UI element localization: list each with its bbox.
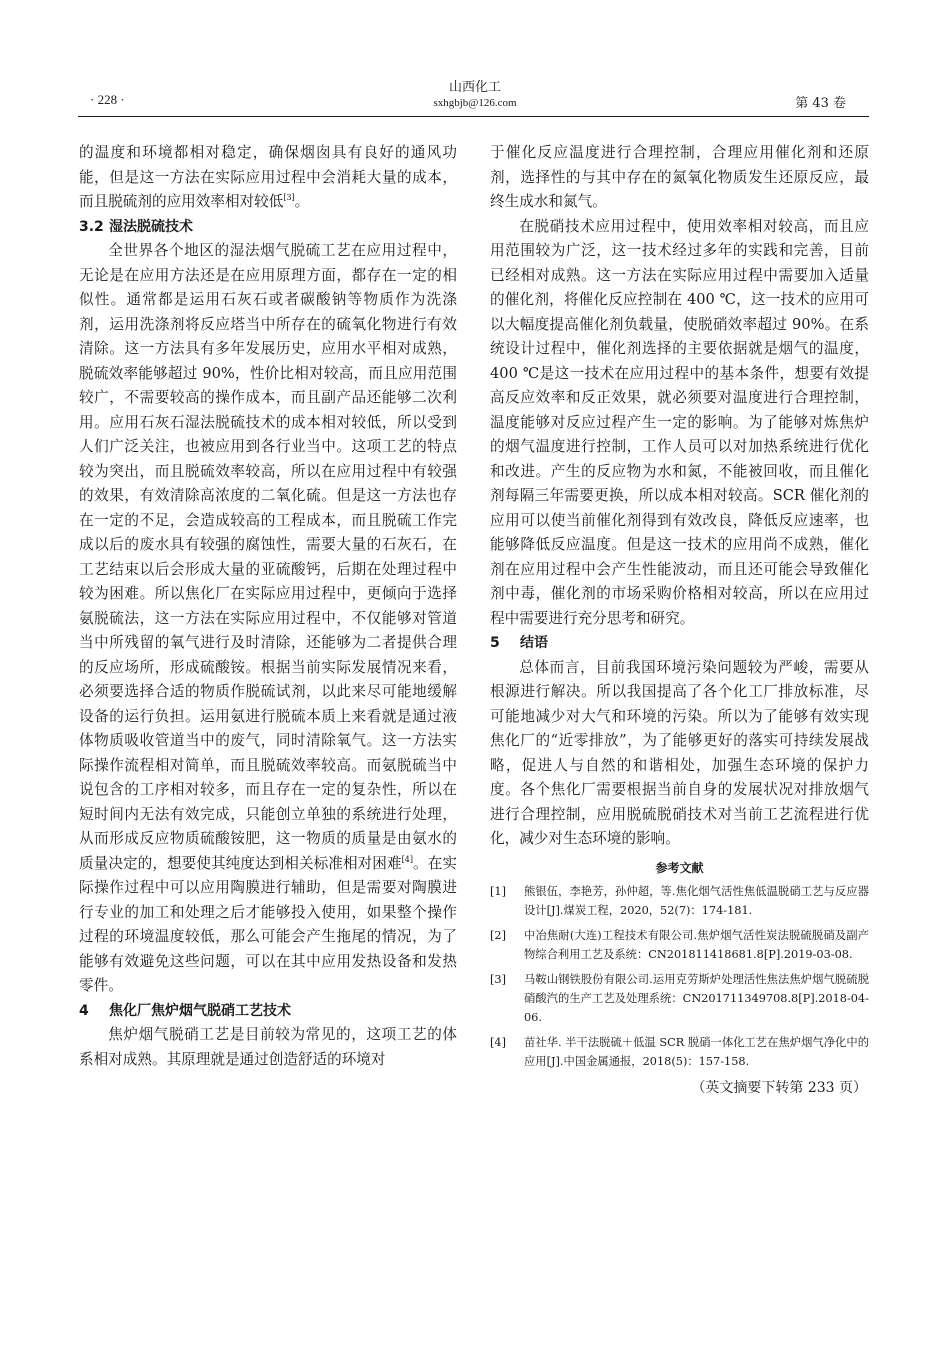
citation: [4]	[401, 854, 413, 864]
header-rule	[78, 116, 869, 117]
references-list	[490, 882, 869, 1071]
left-column	[79, 141, 457, 1072]
section-heading-4: 4 焦化厂焦炉烟气脱硝工艺技术	[79, 1002, 291, 1019]
journal-name: 山西化工	[448, 80, 501, 95]
page-number: · 228 ·	[90, 92, 125, 107]
journal-email: sxhgbjb@126.com	[433, 97, 517, 109]
section-heading-3-2: 3.2 湿法脱硫技术	[79, 218, 193, 235]
paragraph: 全世界各个地区的湿法烟气脱硫工艺在应用过程中，无论是在应用方法还是在应用原理方面，都存在一定的相似性。通常都是运用石灰石或者碳酸钠等物质作为洗涤剂，运用洗涤剂将反应塔当中所存在的硫氧化物进行有效清除。这一方法具有多年发展历史，应用水平相对成熟，脱硫效率能够超过 90%，性价比相对较高，而且应用范围较广，不需要较高的操作成本，而且副产品还能够二次利用。应用石灰石湿法脱硫技术的成本相对较低，所以受到人们广泛关注，也被应用到各行业当中。这项工艺的特点较为突出，而且脱硫效率较高，所以在应用过程中有较强的效果，有效清除高浓度的二氧化硫。但是这一方法也存在一定的不足，会造成较高的工程成本，而且脱硫工作完成以后的废水具有较强的腐蚀性，需要大量的石灰石，在工艺结束以后会形成大量的亚硫酸钙，后期在处理过程中较为困难。所以焦化厂在实际应用过程中，更倾向于选择氨脱硫法，这一方法在实际应用过程中，不仅能够对管道当中所残留的氧气进行及时清除，还能够为二者提供合理的反应场所，形成硫酸铵。根据当前实际发展情况来看，必须要选择合适的物质作脱硫试剂，以此来尽可能地缓解设备的运行负担。运用氨进行脱硫本质上来看就是通过液体物质吸收管道当中的废气，同时清除氧气。这一方法实际操作流程相对简单，而且脱硫效率较高。而氨脱硫当中说包含的工序相对较多，而且存在一定的复杂性，所以在短时间内无法有效完成，只能创立单独的系统进行处理，从而形成反应物质硫酸铵肥，这一物质的质量是由氨水的质量决定的，想要使其纯度达到相关标准相对困难[4]。在实际操作过程中可以应用陶膜进行辅助，但是需要对陶膜进行专业的加工和处理之后才能够投入使用，如果整个操作过程的环境温度较低，那么可能会产生拖尾的情况，为了能够有效避免这些问题，可以在其中应用发热设备和发热零件。	[79, 242, 457, 994]
reference-item: [2] 中冶焦耐(大连)工程技术有限公司.焦炉烟气活性炭法脱硫脱硝及副产物综合利用工艺及系统：CN201811418681.8[P].2019-03-08.	[490, 928, 869, 961]
paragraph: 焦炉烟气脱硝工艺是目前较为常见的，这项工艺的体系相对成熟。其原理就是通过创造舒适的环境对	[79, 1026, 457, 1068]
citation: [3]	[283, 193, 295, 202]
section-heading-5: 5 结语	[490, 635, 548, 651]
volume-label: 第 43 卷	[795, 96, 846, 111]
paragraph: 总体而言，目前我国环境污染问题较为严峻，需要从根源进行解决。所以我国提高了各个化工厂排放标准，尽可能地减少对大气和环境的污染。所以为了能够有效实现焦化厂的“近零排放”，为了能够更好的落实可持续发展战略，促进人与自然的和谐相处，加强生态环境的保护力度。各个焦化厂需要根据当前自身的发展状况对排放烟气进行合理控制，应用脱硫脱硝技术对当前工艺流程进行优化，减少对生态环境的影响。	[490, 658, 869, 847]
reference-item: [3] 马鞍山钢铁股份有限公司.运用克劳斯炉处理活性焦法焦炉烟气脱硫脱硝酸汽的生产工艺及处理系统：CN201711349708.8[P].2018-04-06.	[490, 972, 869, 1024]
references-title: 参考文献	[655, 860, 704, 875]
paragraph: 的温度和环境都相对稳定，确保烟囱具有良好的通风功能，但是这一方法在实际应用过程中会消耗大量的成本，而且脱硫剂的应用效率相对较低[3]。	[79, 144, 457, 210]
continued-note: （英文摘要下转第 233 页）	[691, 1079, 867, 1096]
paragraph: 于催化反应温度进行合理控制，合理应用催化剂和还原剂，选择性的与其中存在的氮氧化物质发生还原反应，最终生成水和氮气。	[490, 144, 869, 210]
paragraph: 在脱硝技术应用过程中，使用效率相对较高，而且应用范围较为广泛，这一技术经过多年的实践和完善，目前已经相对成熟。这一方法在实际应用过程中需要加入适量的催化剂，将催化反应控制在 400 ℃，这一技术的应用可以大幅度提高催化剂负载量，使脱硝效率超过 90%。在系统设计过程中，催化剂选择的主要依据就是烟气的温度，400 ℃是这一技术在应用过程中的基本条件，想要有效提高反应效率和反正效果，就必须要对温度进行合理控制，温度能够对反应过程产生一定的影响。为了能够对炼焦炉的烟气温度进行控制，工作人员可以对加热系统进行优化和改进。产生的反应物为水和氮，不能被回收，而且催化剂每隔三年需要更换，所以成本相对较高。SCR 催化剂的应用可以使当前催化剂得到有效改良，降低反应速率，也能够降低反应温度。但是这一技术的应用尚不成熟，催化剂在应用过程中会产生性能波动，而且还可能会导致催化剂中毒，催化剂的市场采购价格相对较高，所以在应用过程中需要进行充分思考和研究。	[490, 217, 869, 627]
reference-item: [1] 熊银伍，李艳芳，孙仲超，等.焦化烟气活性焦低温脱硝工艺与反应器设计[J].煤炭工程，2020，52(7)：174-181.	[490, 884, 869, 917]
reference-item: [4] 苗社华. 半干法脱硫＋低温 SCR 脱硝一体化工艺在焦炉烟气净化中的应用[J].中国金属通报，2018(5)：157-158.	[490, 1035, 869, 1068]
right-column	[490, 141, 869, 1099]
